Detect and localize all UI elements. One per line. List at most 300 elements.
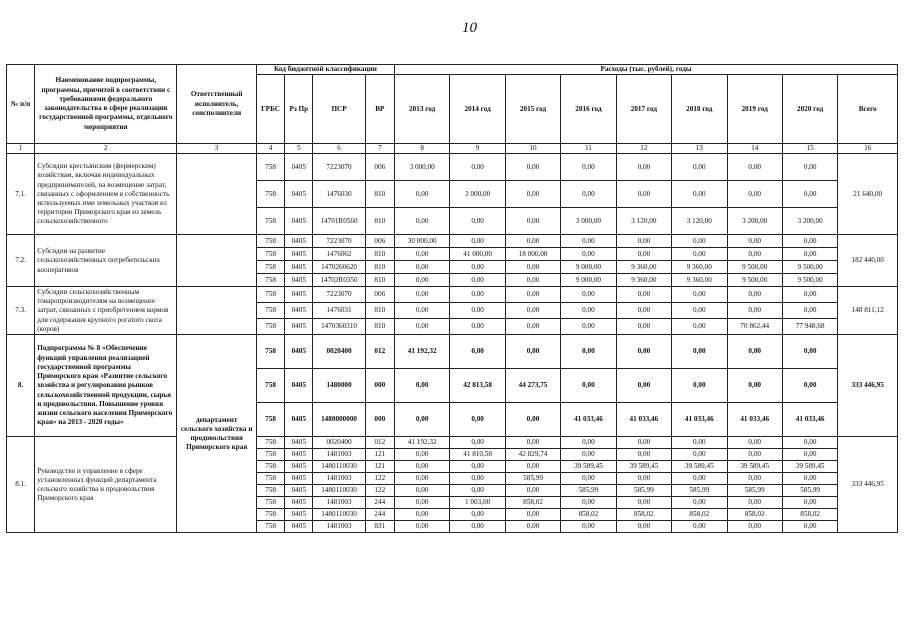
code-cell: 758 [256,461,284,473]
budget-table [6,64,898,533]
amount-cell: 0,00 [782,437,837,449]
header-grbs: ГРБС [256,75,284,144]
row-total: 333 446,95 [838,335,898,437]
amount-cell: 3 200,00 [727,208,782,235]
amount-cell: 0,00 [672,335,727,369]
code-cell: 0405 [285,509,313,521]
code-cell: 758 [256,287,284,303]
amount-cell: 0,00 [727,154,782,181]
amount-cell: 0,00 [505,437,560,449]
amount-cell: 1 003,00 [450,497,505,509]
code-cell: 810 [365,248,394,261]
amount-cell: 0,00 [505,461,560,473]
table-row [7,154,898,181]
amount-cell: 9 360,00 [616,261,671,274]
code-cell: 012 [365,335,394,369]
amount-cell: 0,00 [616,473,671,485]
code-cell: 0405 [285,521,313,533]
amount-cell: 9 500,00 [782,274,837,287]
amount-cell: 0,00 [505,181,560,208]
code-cell: 810 [365,319,394,335]
column-number: 12 [616,144,671,154]
header-expenses: Расходы (тыс. рублей), годы [394,65,897,75]
amount-cell: 0,00 [450,261,505,274]
amount-cell: 0,00 [450,287,505,303]
amount-cell: 9 000,00 [561,274,616,287]
code-cell: 758 [256,335,284,369]
code-cell: 244 [365,497,394,509]
amount-cell: 0,00 [727,437,782,449]
code-cell: 0405 [285,208,313,235]
code-cell: 758 [256,319,284,335]
code-cell: 0020400 [313,437,365,449]
amount-cell: 0,00 [561,497,616,509]
amount-cell: 585,99 [561,485,616,497]
amount-cell: 0,00 [561,437,616,449]
header-vr: ВР [365,75,394,144]
amount-cell: 77 948,68 [782,319,837,335]
amount-cell: 44 273,75 [505,369,560,403]
code-cell: 121 [365,449,394,461]
row-total: 148 811,12 [838,287,898,335]
code-cell: 0405 [285,369,313,403]
amount-cell: 0,00 [450,235,505,248]
row-responsible: департамент сельского хозяйства и продовольствия Приморского края [177,335,256,533]
amount-cell: 0,00 [394,287,449,303]
amount-cell: 0,00 [616,335,671,369]
amount-cell: 0,00 [505,261,560,274]
code-cell: 7223070 [313,154,365,181]
amount-cell: 0,00 [616,303,671,319]
amount-cell: 39 589,45 [727,461,782,473]
column-number: 10 [505,144,560,154]
code-cell: 758 [256,154,284,181]
amount-cell: 0,00 [727,473,782,485]
code-cell: 758 [256,261,284,274]
amount-cell: 0,00 [727,521,782,533]
code-cell: 0405 [285,303,313,319]
amount-cell: 0,00 [672,303,727,319]
amount-cell: 0,00 [450,208,505,235]
amount-cell: 0,00 [394,181,449,208]
code-cell: 0405 [285,473,313,485]
amount-cell: 0,00 [727,303,782,319]
amount-cell: 858,02 [782,509,837,521]
amount-cell: 41 000,00 [450,248,505,261]
code-cell: 122 [365,473,394,485]
code-cell: 0405 [285,449,313,461]
code-cell: 0405 [285,437,313,449]
amount-cell: 0,00 [394,509,449,521]
amount-cell: 0,00 [394,248,449,261]
amount-cell: 41 033,46 [727,403,782,437]
amount-cell: 0,00 [616,287,671,303]
code-cell: 1481003 [313,521,365,533]
code-cell: 14702R0350 [313,274,365,287]
code-cell: 1470360310 [313,319,365,335]
amount-cell: 0,00 [450,521,505,533]
header-np: № п/п [7,65,35,144]
amount-cell: 0,00 [782,369,837,403]
code-cell: 0405 [285,248,313,261]
amount-cell: 41 192,32 [394,335,449,369]
amount-cell: 0,00 [505,154,560,181]
amount-cell: 0,00 [505,335,560,369]
table-row [7,437,898,449]
amount-cell: 42 813,58 [450,369,505,403]
header-total: Всего [838,75,898,144]
amount-cell: 9 360,00 [616,274,671,287]
amount-cell: 0,00 [782,287,837,303]
code-cell: 006 [365,287,394,303]
column-number: 7 [365,144,394,154]
amount-cell: 42 829,74 [505,449,560,461]
row-total: 21 640,00 [838,154,898,235]
row-name: Субсидии крестьянским (фермерским) хозяйствам, включая индивидуальных предпринимателей, на возмещение затрат, связанных с оформлением в собственность используемых ими земельных участков из территории Приморского края из земель сельскохозяйственного [35,154,177,235]
amount-cell: 0,00 [394,208,449,235]
amount-cell: 0,00 [616,181,671,208]
header-2014: 2014 год [450,75,505,144]
code-cell: 758 [256,208,284,235]
column-number: 15 [782,144,837,154]
amount-cell: 0,00 [561,154,616,181]
amount-cell: 0,00 [616,521,671,533]
amount-cell: 0,00 [672,287,727,303]
row-responsible [177,235,256,287]
column-number: 14 [727,144,782,154]
code-cell: 7223070 [313,287,365,303]
row-number: 7.2. [7,235,35,287]
code-cell: 758 [256,369,284,403]
amount-cell: 0,00 [394,449,449,461]
amount-cell: 0,00 [616,154,671,181]
amount-cell: 0,00 [450,335,505,369]
code-cell: 121 [365,461,394,473]
amount-cell: 585,99 [727,485,782,497]
row-responsible [177,287,256,335]
row-number: 8.1. [7,437,35,533]
code-cell: 831 [365,521,394,533]
code-cell: 758 [256,235,284,248]
amount-cell: 41 033,46 [561,403,616,437]
amount-cell: 39 589,45 [672,461,727,473]
code-cell: 0020400 [313,335,365,369]
code-cell: 006 [365,154,394,181]
amount-cell: 0,00 [450,509,505,521]
amount-cell: 9 500,00 [782,261,837,274]
amount-cell: 0,00 [394,303,449,319]
column-number: 3 [177,144,256,154]
amount-cell: 41 033,46 [616,403,671,437]
code-cell: 758 [256,248,284,261]
page-number: 10 [462,20,477,36]
amount-cell: 0,00 [394,521,449,533]
code-cell: 758 [256,437,284,449]
amount-cell: 0,00 [561,235,616,248]
code-cell: 1480000 [313,369,365,403]
amount-cell: 0,00 [782,248,837,261]
amount-cell: 585,99 [505,473,560,485]
code-cell: 810 [365,261,394,274]
column-number: 16 [838,144,898,154]
table-row [7,335,898,369]
amount-cell: 0,00 [561,335,616,369]
code-cell: 1470260620 [313,261,365,274]
header-2020: 2020 год [782,75,837,144]
amount-cell: 0,00 [782,154,837,181]
code-cell: 1480110030 [313,461,365,473]
amount-cell: 39 589,45 [616,461,671,473]
amount-cell: 0,00 [616,369,671,403]
amount-cell: 18 000,00 [505,248,560,261]
code-cell: 810 [365,208,394,235]
amount-cell: 3 000,00 [450,181,505,208]
code-cell: 0405 [285,461,313,473]
amount-cell: 0,00 [672,154,727,181]
row-responsible [177,154,256,235]
code-cell: 1476062 [313,248,365,261]
table-row [7,235,898,248]
amount-cell: 0,00 [450,403,505,437]
amount-cell: 0,00 [561,449,616,461]
amount-cell: 0,00 [782,181,837,208]
code-cell: 810 [365,274,394,287]
amount-cell: 0,00 [505,485,560,497]
amount-cell: 0,00 [782,473,837,485]
code-cell: 758 [256,303,284,319]
row-name: Субсидии на развитие сельскохозяйственных потребительских кооперативов [35,235,177,287]
amount-cell: 0,00 [727,235,782,248]
code-cell: 244 [365,509,394,521]
row-total: 182 440,00 [838,235,898,287]
code-cell: 7223070 [313,235,365,248]
amount-cell: 0,00 [450,303,505,319]
code-cell: 0405 [285,319,313,335]
amount-cell: 858,02 [727,509,782,521]
row-name: Субсидии сельскохозяйственным товаропроизводителям на возмещение затрат, связанных с приобретением кормов для содержания крупного рогатого скота (коров) [35,287,177,335]
code-cell: 0405 [285,287,313,303]
amount-cell: 0,00 [505,208,560,235]
amount-cell: 0,00 [394,497,449,509]
amount-cell: 0,00 [672,248,727,261]
amount-cell: 0,00 [727,335,782,369]
row-number: 7.3. [7,287,35,335]
amount-cell: 0,00 [727,181,782,208]
code-cell: 1480110030 [313,485,365,497]
code-cell: 122 [365,485,394,497]
code-cell: 0405 [285,181,313,208]
code-cell: 758 [256,403,284,437]
amount-cell: 0,00 [782,521,837,533]
amount-cell: 0,00 [782,303,837,319]
column-number: 13 [672,144,727,154]
header-responsible: Ответственный исполнитель, соисполнители [177,65,256,144]
code-cell: 0405 [285,235,313,248]
header-2018: 2018 год [672,75,727,144]
amount-cell: 0,00 [561,521,616,533]
amount-cell: 0,00 [450,319,505,335]
amount-cell: 585,99 [782,485,837,497]
amount-cell: 0,00 [727,497,782,509]
column-number: 11 [561,144,616,154]
row-name: Руководство и управление в сфере установленных функций департамента сельского хозяйства и продовольствия Приморского края [35,437,177,533]
column-number: 8 [394,144,449,154]
amount-cell: 0,00 [727,248,782,261]
code-cell: 000 [365,369,394,403]
code-cell: 0405 [285,497,313,509]
amount-cell: 0,00 [672,369,727,403]
amount-cell: 0,00 [505,509,560,521]
amount-cell: 3 000,00 [561,208,616,235]
amount-cell: 41 033,46 [782,403,837,437]
amount-cell: 3 120,00 [616,208,671,235]
amount-cell: 0,00 [394,485,449,497]
amount-cell: 39 589,45 [561,461,616,473]
amount-cell: 0,00 [782,449,837,461]
amount-cell: 0,00 [561,287,616,303]
amount-cell: 0,00 [394,473,449,485]
amount-cell: 0,00 [616,437,671,449]
amount-cell: 0,00 [672,319,727,335]
code-cell: 0405 [285,485,313,497]
amount-cell: 3 120,00 [672,208,727,235]
header-psr: ПСР [313,75,365,144]
header-2019: 2019 год [727,75,782,144]
code-cell: 012 [365,437,394,449]
column-number: 4 [256,144,284,154]
amount-cell: 858,02 [672,509,727,521]
code-cell: 758 [256,509,284,521]
amount-cell: 0,00 [505,303,560,319]
column-number: 1 [7,144,35,154]
amount-cell: 0,00 [394,319,449,335]
column-number: 2 [35,144,177,154]
amount-cell: 0,00 [450,461,505,473]
amount-cell: 3 000,00 [394,154,449,181]
header-2013: 2013 год [394,75,449,144]
amount-cell: 0,00 [394,461,449,473]
row-name: Подпрограмма № 8 «Обеспечение функций управления реализацией государственной программы Приморского края «Развитие сельского хозяйства и регулирования рынков сельскохозяйственной продукции, сырья и продовольствия. Повышение уровня жизни сельского населения Приморского края» на 2013 - 2020 годы» [35,335,177,437]
amount-cell: 0,00 [505,274,560,287]
amount-cell: 0,00 [561,181,616,208]
amount-cell: 41 810,58 [450,449,505,461]
row-number: 8. [7,335,35,437]
amount-cell: 0,00 [394,369,449,403]
amount-cell: 0,00 [450,437,505,449]
code-cell: 758 [256,473,284,485]
amount-cell: 9 500,00 [727,274,782,287]
amount-cell: 9 360,00 [672,261,727,274]
amount-cell: 0,00 [672,521,727,533]
code-cell: 1480000000 [313,403,365,437]
code-cell: 1481003 [313,473,365,485]
amount-cell: 0,00 [782,235,837,248]
code-cell: 006 [365,235,394,248]
column-number: 9 [450,144,505,154]
amount-cell: 0,00 [505,403,560,437]
header-name: Наименование подпрограммы, программы, причитей в соответствии с требованиями федерального законодательства в сфере реализации государственной программы, отдельного мероприятия [35,65,177,144]
amount-cell: 9 500,00 [727,261,782,274]
code-cell: 0405 [285,335,313,369]
code-cell: 0405 [285,154,313,181]
amount-cell: 0,00 [727,449,782,461]
code-cell: 0405 [285,274,313,287]
amount-cell: 0,00 [616,235,671,248]
code-cell: 758 [256,521,284,533]
header-2015: 2015 год [505,75,560,144]
amount-cell: 0,00 [505,287,560,303]
amount-cell: 0,00 [561,303,616,319]
code-cell: 14701R0560 [313,208,365,235]
amount-cell: 0,00 [450,473,505,485]
code-cell: 758 [256,181,284,208]
code-cell: 758 [256,449,284,461]
amount-cell: 0,00 [672,437,727,449]
amount-cell: 0,00 [561,473,616,485]
amount-cell: 858,02 [616,509,671,521]
amount-cell: 0,00 [616,248,671,261]
amount-cell: 0,00 [672,449,727,461]
amount-cell: 0,00 [450,154,505,181]
amount-cell: 41 033,46 [672,403,727,437]
amount-cell: 0,00 [561,248,616,261]
code-cell: 1476030 [313,181,365,208]
column-number: 6 [313,144,365,154]
amount-cell: 0,00 [782,335,837,369]
header-2016: 2016 год [561,75,616,144]
amount-cell: 30 000,00 [394,235,449,248]
amount-cell: 0,00 [727,287,782,303]
code-cell: 810 [365,181,394,208]
amount-cell: 9 000,00 [561,261,616,274]
header-rzpr: Рз Пр [285,75,313,144]
code-cell: 0405 [285,261,313,274]
amount-cell: 0,00 [394,261,449,274]
code-cell: 1476031 [313,303,365,319]
code-cell: 1480110030 [313,509,365,521]
row-total: 333 446,95 [838,437,898,533]
amount-cell: 585,99 [672,485,727,497]
amount-cell: 0,00 [672,181,727,208]
amount-cell: 0,00 [616,449,671,461]
amount-cell: 0,00 [394,403,449,437]
code-cell: 000 [365,403,394,437]
amount-cell: 0,00 [672,235,727,248]
column-number: 5 [285,144,313,154]
amount-cell: 39 589,45 [782,461,837,473]
amount-cell: 0,00 [616,497,671,509]
code-cell: 0405 [285,403,313,437]
header-2017: 2017 год [616,75,671,144]
amount-cell: 0,00 [450,485,505,497]
amount-cell: 858,02 [505,497,560,509]
amount-cell: 3 200,00 [782,208,837,235]
amount-cell: 0,00 [394,274,449,287]
amount-cell: 0,00 [505,319,560,335]
amount-cell: 41 192,32 [394,437,449,449]
code-cell: 1481003 [313,497,365,509]
header-kbk: Код бюджетной классификации [256,65,394,75]
amount-cell: 0,00 [505,235,560,248]
amount-cell: 0,00 [672,473,727,485]
column-number-row [7,144,898,154]
amount-cell: 0,00 [782,497,837,509]
amount-cell: 0,00 [450,274,505,287]
row-number: 7.1. [7,154,35,235]
code-cell: 810 [365,303,394,319]
table-row [7,287,898,303]
amount-cell: 0,00 [672,497,727,509]
